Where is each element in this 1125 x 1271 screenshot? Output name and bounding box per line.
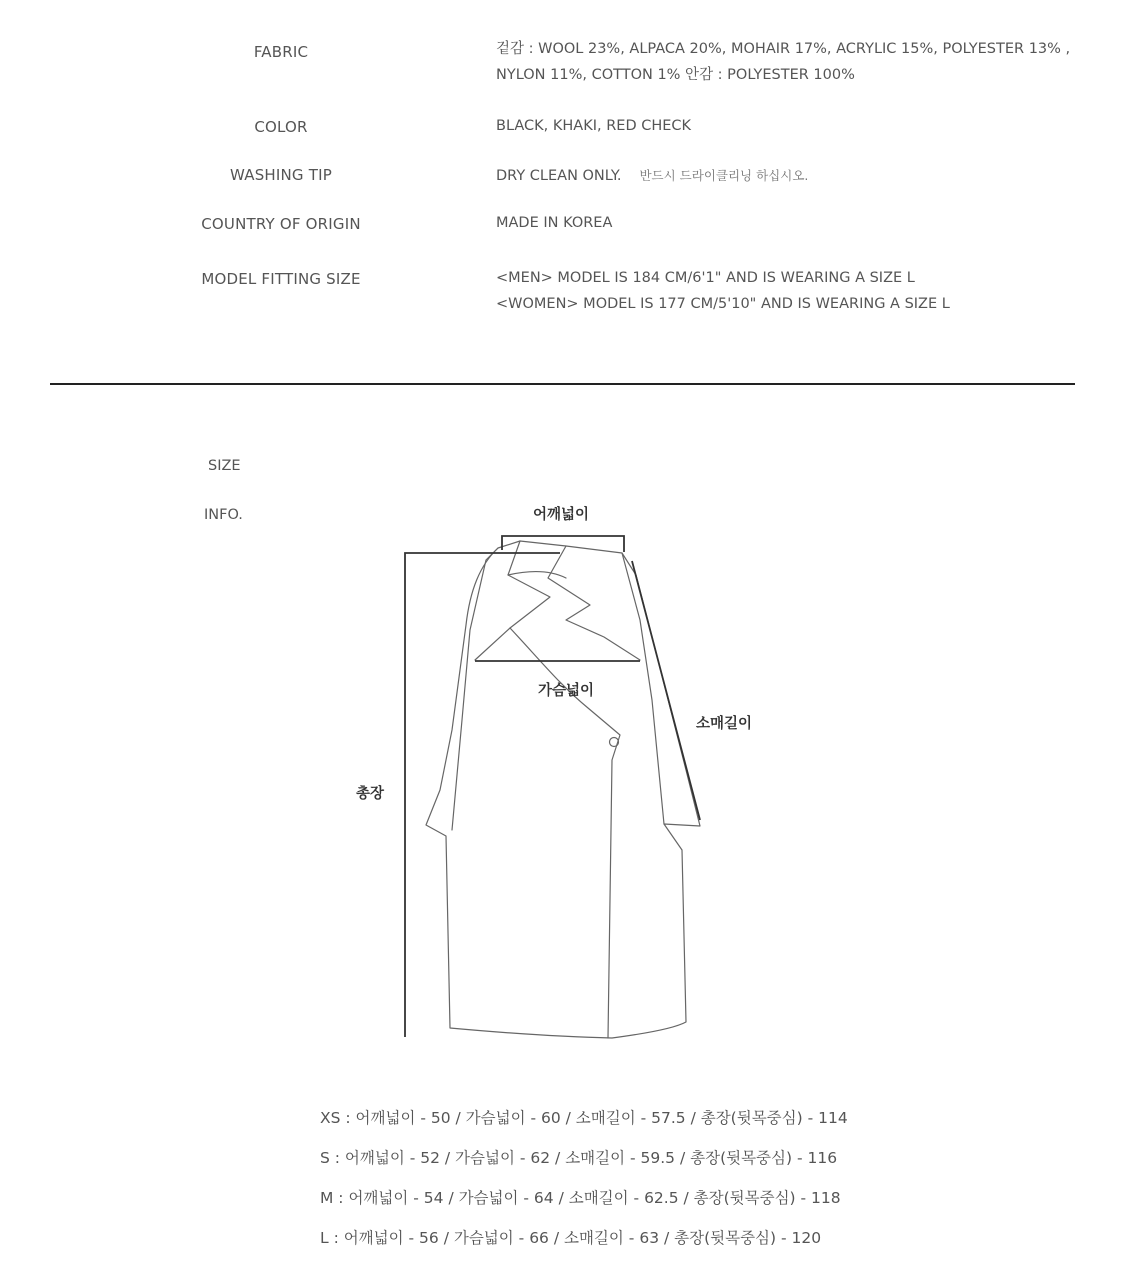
shoulder-measure-line <box>502 536 624 552</box>
size-row-m: M : 어깨넓이 - 54 / 가슴넓이 - 64 / 소매길이 - 62.5 / 총장(뒷목중심) - 118 <box>320 1189 841 1207</box>
chest-width-label: 가슴넓이 <box>538 683 595 699</box>
neckline <box>508 572 566 578</box>
model-fitting-women: <WOMEN> MODEL IS 177 CM/5'10" AND IS WEARING A SIZE L <box>496 296 950 312</box>
country-of-origin-value: MADE IN KOREA <box>496 215 613 231</box>
shoulder-width-label: 어깨넓이 <box>533 507 590 523</box>
fabric-value-line1: 겉감 : WOOL 23%, ALPACA 20%, MOHAIR 17%, ACRYLIC 15%, POLYESTER 13% , <box>496 41 1071 57</box>
color-label: COLOR <box>254 118 308 136</box>
country-of-origin-label: COUNTRY OF ORIGIN <box>201 215 361 233</box>
fabric-label: FABRIC <box>253 43 309 61</box>
sleeve-length-label: 소매길이 <box>696 716 753 732</box>
length-measure-line <box>405 553 560 1037</box>
right-sleeve-seam <box>622 553 664 824</box>
size-row-l: L : 어깨넓이 - 56 / 가슴넓이 - 66 / 소매길이 - 63 / 총장(뒷목중심) - 120 <box>320 1229 822 1247</box>
collar-left <box>475 541 550 660</box>
size-row-s: S : 어깨넓이 - 52 / 가슴넓이 - 62 / 소매길이 - 59.5 / 총장(뒷목중심) - 116 <box>320 1149 838 1167</box>
color-value: BLACK, KHAKI, RED CHECK <box>496 118 692 134</box>
washing-tip-label: WASHING TIP <box>230 166 332 184</box>
model-fitting-size-label: MODEL FITTING SIZE <box>201 270 361 288</box>
model-fitting-men: <MEN> MODEL IS 184 CM/6'1" AND IS WEARING A SIZE L <box>496 270 915 286</box>
coat-outline <box>426 541 700 1038</box>
fabric-value-line2: NYLON 11%, COTTON 1% 안감 : POLYESTER 100% <box>496 67 855 83</box>
washing-tip-en: DRY CLEAN ONLY. <box>496 168 622 184</box>
left-sleeve-seam <box>452 548 498 830</box>
size-info-heading-info: INFO. <box>204 507 243 523</box>
size-row-xs: XS : 어깨넓이 - 50 / 가슴넓이 - 60 / 소매길이 - 57.5 / 총장(뒷목중심) - 114 <box>320 1109 848 1127</box>
size-info-heading-size: SIZE <box>208 458 241 474</box>
washing-tip-kr: 반드시 드라이클리닝 하십시오. <box>639 168 809 183</box>
collar-right <box>548 546 640 660</box>
sleeve-measure-line <box>632 561 700 820</box>
total-length-label: 총장 <box>356 786 385 802</box>
